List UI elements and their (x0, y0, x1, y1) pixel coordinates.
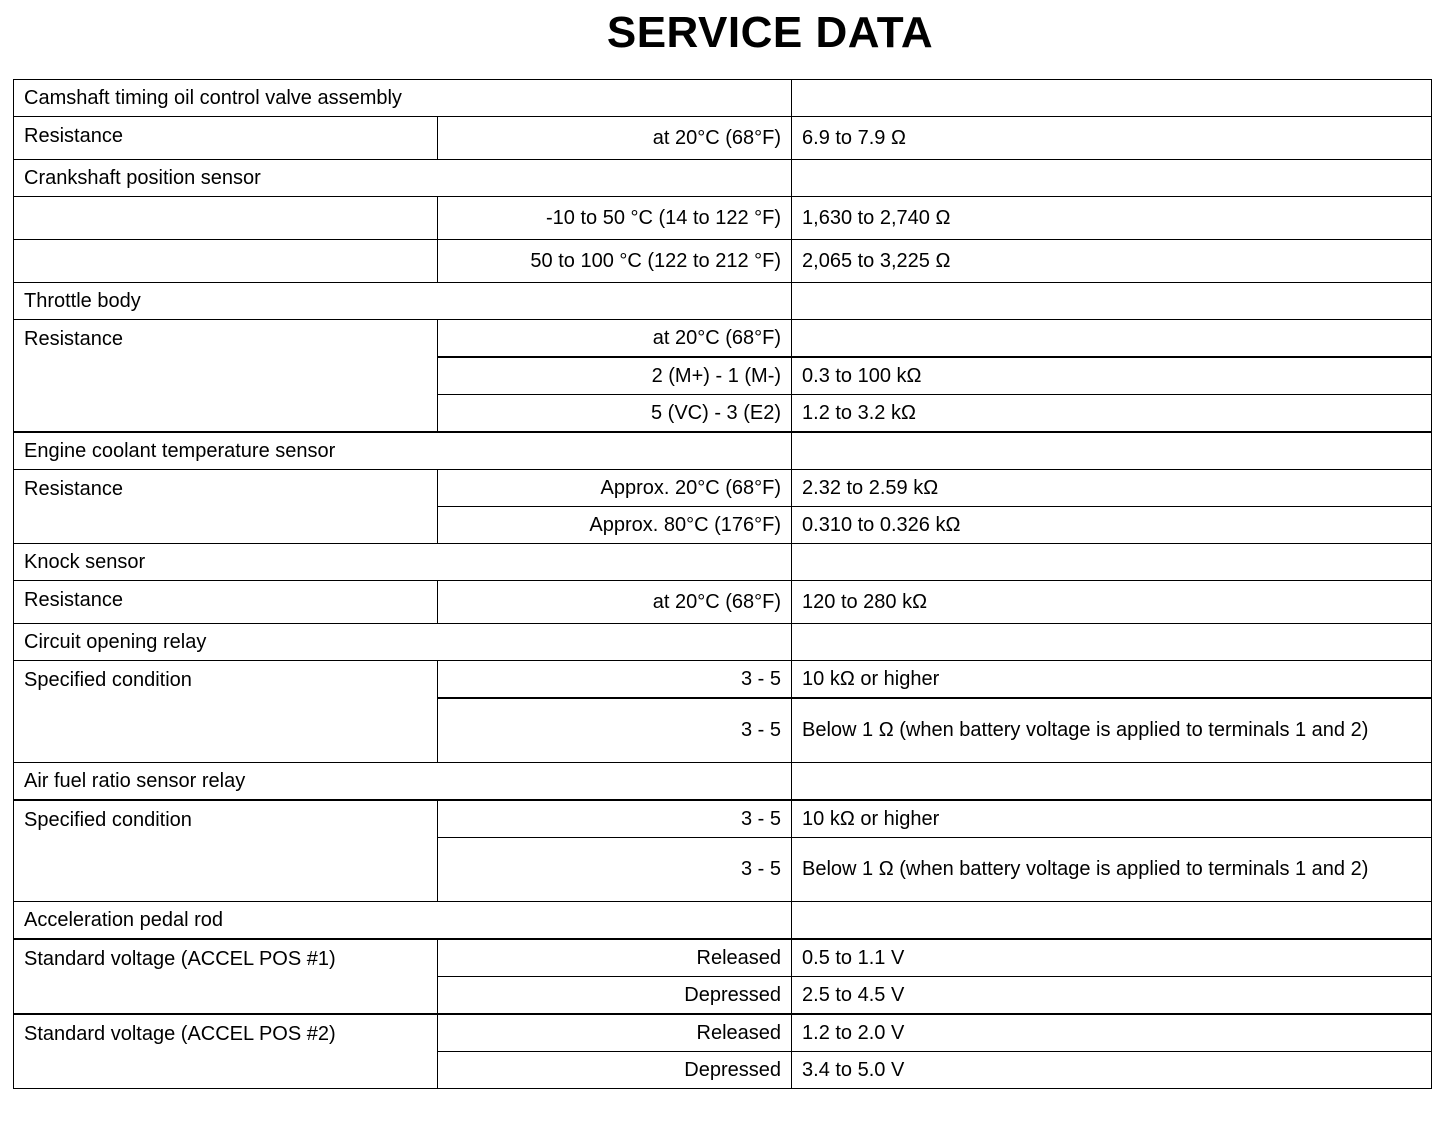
parameter-label: Standard voltage (ACCEL POS #1) (14, 939, 438, 1014)
table-row (14, 240, 1432, 283)
parameter-label (14, 197, 438, 240)
condition-cell: 50 to 100 °C (122 to 212 °F) (438, 240, 792, 283)
condition-cell: Approx. 80°C (176°F) (438, 507, 792, 544)
parameter-label (14, 240, 438, 283)
parameter-label: Standard voltage (ACCEL POS #2) (14, 1014, 438, 1089)
section-heading: Air fuel ratio sensor relay (14, 763, 792, 801)
condition-cell: at 20°C (68°F) (438, 320, 792, 358)
section-heading-blank (792, 902, 1432, 940)
parameter-label: Specified condition (14, 661, 438, 763)
table-row (14, 320, 1432, 358)
table-row (14, 470, 1432, 507)
section-heading-blank (792, 763, 1432, 801)
section-heading-blank (792, 283, 1432, 320)
section-row (14, 624, 1432, 661)
section-heading-blank (792, 432, 1432, 470)
section-row (14, 160, 1432, 197)
condition-cell: Released (438, 939, 792, 977)
section-heading-blank (792, 544, 1432, 581)
condition-cell: 5 (VC) - 3 (E2) (438, 395, 792, 433)
section-heading-blank (792, 624, 1432, 661)
value-cell: 3.4 to 5.0 V (792, 1052, 1432, 1089)
value-cell (792, 320, 1432, 358)
section-heading: Camshaft timing oil control valve assembly (14, 80, 792, 117)
condition-cell: at 20°C (68°F) (438, 581, 792, 624)
value-cell: 1.2 to 3.2 kΩ (792, 395, 1432, 433)
section-heading-blank (792, 160, 1432, 197)
condition-cell: 3 - 5 (438, 838, 792, 902)
section-heading: Acceleration pedal rod (14, 902, 792, 940)
table-row (14, 197, 1432, 240)
section-row (14, 80, 1432, 117)
condition-cell: -10 to 50 °C (14 to 122 °F) (438, 197, 792, 240)
value-cell: 0.5 to 1.1 V (792, 939, 1432, 977)
table-row (14, 800, 1432, 838)
condition-cell: 3 - 5 (438, 698, 792, 763)
value-cell: 10 kΩ or higher (792, 800, 1432, 838)
section-row (14, 432, 1432, 470)
service-data-body (14, 80, 1432, 1089)
table-row (14, 939, 1432, 977)
condition-cell: at 20°C (68°F) (438, 117, 792, 160)
section-row (14, 283, 1432, 320)
condition-cell: Released (438, 1014, 792, 1052)
condition-cell: 3 - 5 (438, 661, 792, 699)
value-cell: 10 kΩ or higher (792, 661, 1432, 699)
value-cell: 2,065 to 3,225 Ω (792, 240, 1432, 283)
section-heading: Engine coolant temperature sensor (14, 432, 792, 470)
section-heading: Circuit opening relay (14, 624, 792, 661)
parameter-label: Resistance (14, 320, 438, 433)
table-row (14, 117, 1432, 160)
condition-cell: Depressed (438, 1052, 792, 1089)
parameter-label: Specified condition (14, 800, 438, 902)
value-cell: 2.32 to 2.59 kΩ (792, 470, 1432, 507)
section-row (14, 902, 1432, 940)
table-row (14, 1014, 1432, 1052)
table-row (14, 661, 1432, 699)
condition-cell: Approx. 20°C (68°F) (438, 470, 792, 507)
section-row (14, 763, 1432, 801)
condition-cell: 3 - 5 (438, 800, 792, 838)
parameter-label: Resistance (14, 117, 438, 160)
value-cell: 6.9 to 7.9 Ω (792, 117, 1432, 160)
value-cell: 120 to 280 kΩ (792, 581, 1432, 624)
section-row (14, 544, 1432, 581)
parameter-label: Resistance (14, 470, 438, 544)
service-data-table (13, 79, 1432, 1089)
value-cell: 1,630 to 2,740 Ω (792, 197, 1432, 240)
section-heading: Knock sensor (14, 544, 792, 581)
section-heading: Throttle body (14, 283, 792, 320)
page-title: SERVICE DATA (606, 8, 934, 57)
value-cell: Below 1 Ω (when battery voltage is applied to terminals 1 and 2) (792, 698, 1432, 763)
section-heading: Crankshaft position sensor (14, 160, 792, 197)
value-cell: 0.3 to 100 kΩ (792, 357, 1432, 395)
value-cell: Below 1 Ω (when battery voltage is applied to terminals 1 and 2) (792, 838, 1432, 902)
value-cell: 2.5 to 4.5 V (792, 977, 1432, 1015)
condition-cell: 2 (M+) - 1 (M-) (438, 357, 792, 395)
table-row (14, 581, 1432, 624)
condition-cell: Depressed (438, 977, 792, 1015)
parameter-label: Resistance (14, 581, 438, 624)
value-cell: 1.2 to 2.0 V (792, 1014, 1432, 1052)
section-heading-blank (792, 80, 1432, 117)
value-cell: 0.310 to 0.326 kΩ (792, 507, 1432, 544)
